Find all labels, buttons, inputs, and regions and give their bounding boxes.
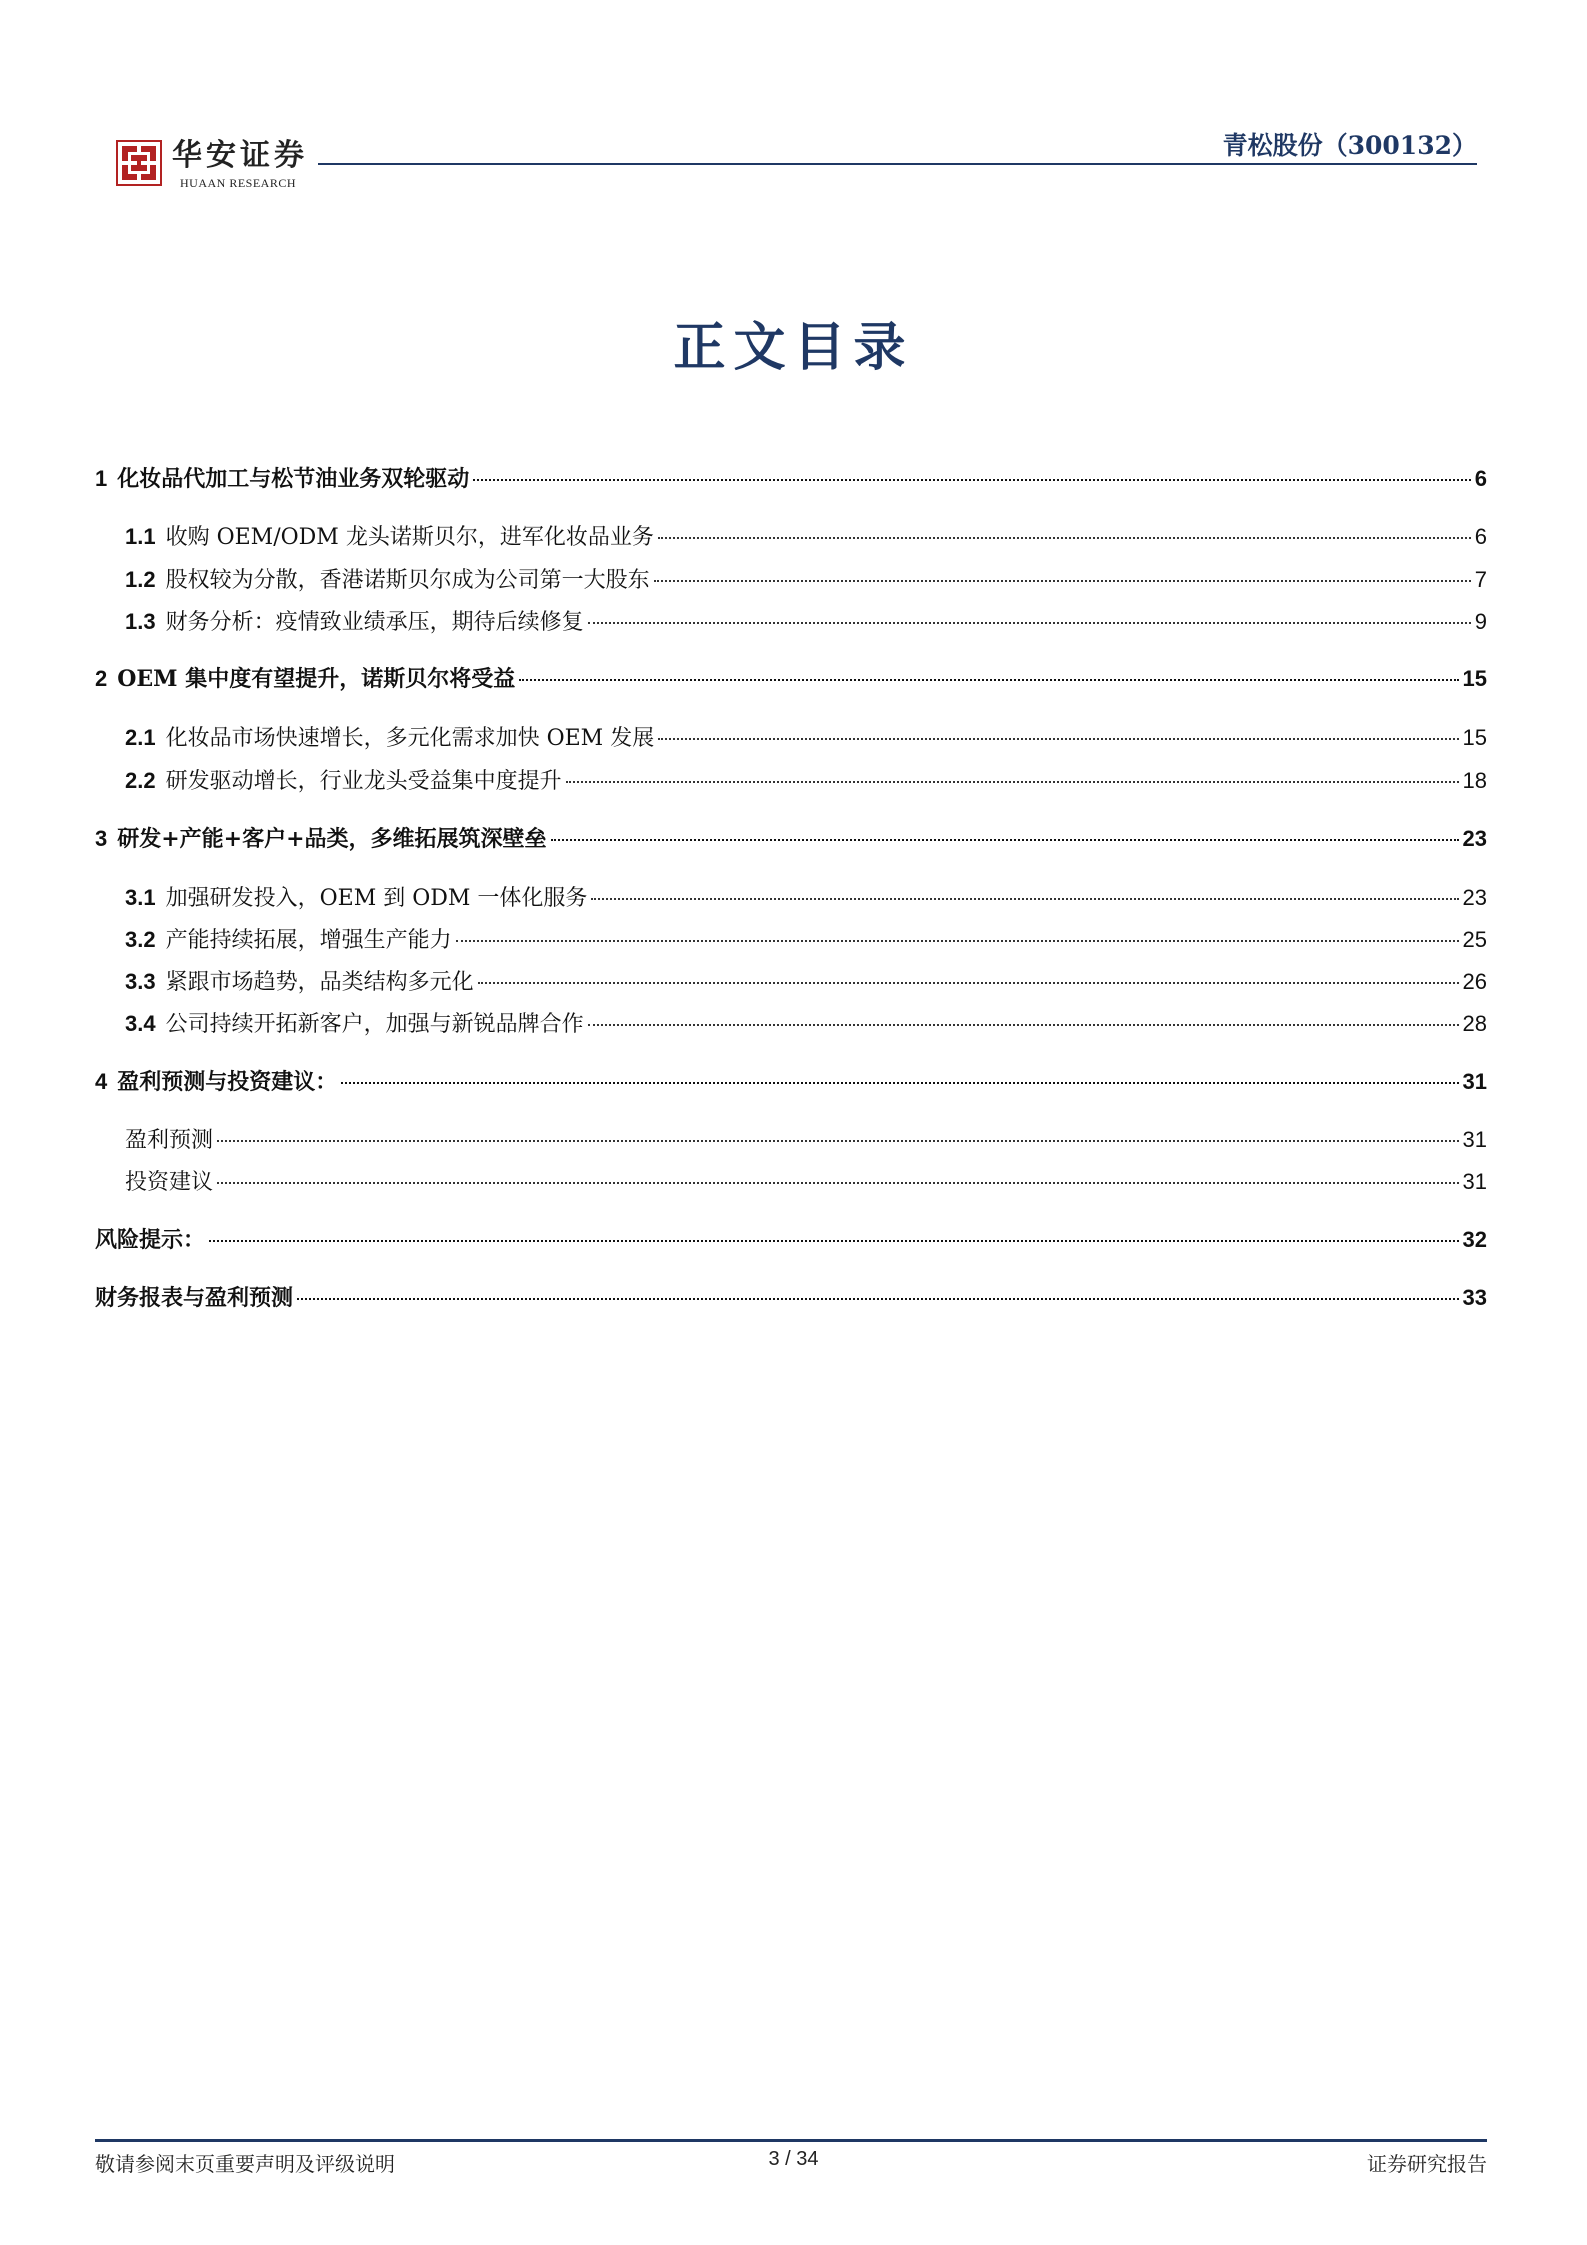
toc-entry[interactable] [95,923,1487,963]
toc-entry[interactable] [95,1223,1487,1263]
toc-entry-number: 1.3 [125,609,156,634]
toc-leader-dots [658,537,1471,539]
toc-page-number: 23 [1462,885,1487,910]
toc-leader-dots [209,1240,1459,1242]
toc-leader-dots [478,982,1459,984]
toc-entry-label [95,462,469,493]
page-title: 正文目录 [673,317,914,378]
toc-entry[interactable] [95,822,1487,862]
page-indicator: 3 / 34 [768,2148,819,2170]
toc-page-number: 18 [1462,768,1487,793]
toc-page-number: 25 [1462,927,1487,952]
toc-entry-text: 股权较为分散，香港诺斯贝尔成为公司第一大股东 [165,568,650,593]
toc-entry-text: 化妆品市场快速增长，多元化需求加快 OEM 发展 [165,726,655,751]
toc-entry-number: 3.4 [125,1011,156,1036]
toc-entry[interactable] [95,1065,1487,1105]
toc-entry-text: 公司持续开拓新客户，加强与新锐品牌合作 [165,1012,584,1037]
toc-entry[interactable] [95,1281,1487,1321]
toc-leader-dots [658,738,1458,740]
brand-name: 华安证券 [172,138,308,173]
toc-entry-number: 4 [95,1069,108,1094]
toc-leader-dots [473,479,1470,481]
toc-leader-dots [588,622,1471,624]
toc-page-number: 33 [1462,1285,1487,1310]
toc-entry-text: 加强研发投入，OEM 到 ODM 一体化服务 [165,886,588,911]
toc-entry-label [95,1281,293,1312]
toc-leader-dots [654,580,1471,582]
toc-entry[interactable] [95,764,1487,804]
header-divider [318,163,1477,165]
toc-entry-label [125,881,587,912]
toc-entry[interactable] [95,462,1487,502]
report-title: 青松股份（300132） [1222,131,1477,160]
toc-leader-dots [566,781,1459,783]
toc-entry-text: 研发驱动增长，行业龙头受益集中度提升 [165,769,562,794]
toc-entry-label [125,1165,213,1196]
toc-entry-number: 3.1 [125,885,156,910]
toc-entry-text: 化妆品代加工与松节油业务双轮驱动 [117,466,470,492]
toc-entry[interactable] [95,881,1487,921]
footer-divider [95,2139,1487,2142]
toc-entry-number: 1.1 [125,524,156,549]
toc-entry[interactable] [95,605,1487,645]
toc-entry-text: 研发+产能+客户+品类，多维拓展筑深壁垒 [117,826,547,852]
toc-entry-number: 1.2 [125,567,156,592]
toc-leader-dots [217,1182,1459,1184]
toc-entry-label [125,605,584,636]
toc-leader-dots [591,898,1458,900]
report-type: 证券研究报告 [1367,2152,1487,2176]
toc-entry-number: 2 [95,666,108,691]
toc-entry-text: 收购 OEM/ODM 龙头诺斯贝尔，进军化妆品业务 [165,525,654,550]
toc-entry[interactable] [95,563,1487,603]
toc-entry-label [125,721,654,752]
brand-logo [116,140,162,186]
toc-entry-label [125,1007,584,1038]
toc-leader-dots [217,1140,1459,1142]
toc-entry[interactable] [95,1165,1487,1205]
toc-leader-dots [297,1298,1459,1300]
toc-page-number: 32 [1462,1227,1487,1252]
footer-disclaimer: 敬请参阅末页重要声明及评级说明 [95,2152,395,2176]
toc-entry-label [95,822,547,853]
toc-page-number: 31 [1462,1127,1487,1152]
toc-entry-text: 财务报表与盈利预测 [95,1285,294,1311]
toc-page-number: 6 [1474,524,1487,549]
toc-entry-number: 2.1 [125,725,156,750]
toc-entry-text: 投资建议 [125,1170,214,1195]
toc-entry-label [125,923,452,954]
toc-page-number: 15 [1462,725,1487,750]
toc-entry[interactable] [95,520,1487,560]
toc-leader-dots [588,1024,1459,1026]
toc-leader-dots [456,940,1459,942]
toc-page-number: 31 [1462,1169,1487,1194]
toc-entry-label [125,1123,213,1154]
toc-page-number: 9 [1474,609,1487,634]
toc-entry-text: OEM 集中度有望提升，诺斯贝尔将受益 [117,666,516,692]
toc-page-number: 7 [1474,567,1487,592]
toc-entry-text: 紧跟市场趋势，品类结构多元化 [165,970,474,995]
toc-entry-label [125,563,650,594]
toc-entry-text: 盈利预测 [125,1128,214,1153]
toc-page-number: 15 [1462,666,1487,691]
toc-entry-label [95,1223,205,1254]
toc-entry[interactable] [95,1007,1487,1047]
toc-entry-text: 财务分析：疫情致业绩承压，期待后续修复 [165,610,584,635]
toc-entry-label [95,662,515,693]
toc-page-number: 26 [1462,969,1487,994]
toc-entry-number: 3.2 [125,927,156,952]
toc-leader-dots [519,679,1458,681]
toc-entry-label [125,965,474,996]
toc-entry-label [125,764,562,795]
toc-page-number: 31 [1462,1069,1487,1094]
toc-entry-text: 产能持续拓展，增强生产能力 [165,928,452,953]
toc-entry[interactable] [95,1123,1487,1163]
toc-entry-number: 3 [95,826,108,851]
toc-entry-number: 3.3 [125,969,156,994]
toc-entry-number: 2.2 [125,768,156,793]
toc-entry-label [125,520,654,551]
toc-entry[interactable] [95,721,1487,761]
toc-leader-dots [551,839,1459,841]
toc-entry-label [95,1065,337,1096]
toc-page-number: 23 [1462,826,1487,851]
toc-entry[interactable] [95,662,1487,702]
toc-leader-dots [341,1082,1458,1084]
toc-page-number: 6 [1474,466,1487,491]
brand-name-en: HUAAN RESEARCH [180,176,297,190]
toc-entry-text: 风险提示： [95,1227,206,1253]
toc-entry-number: 1 [95,466,108,491]
toc-entry-text: 盈利预测与投资建议： [117,1069,338,1095]
toc-entry[interactable] [95,965,1487,1005]
toc-page-number: 28 [1462,1011,1487,1036]
